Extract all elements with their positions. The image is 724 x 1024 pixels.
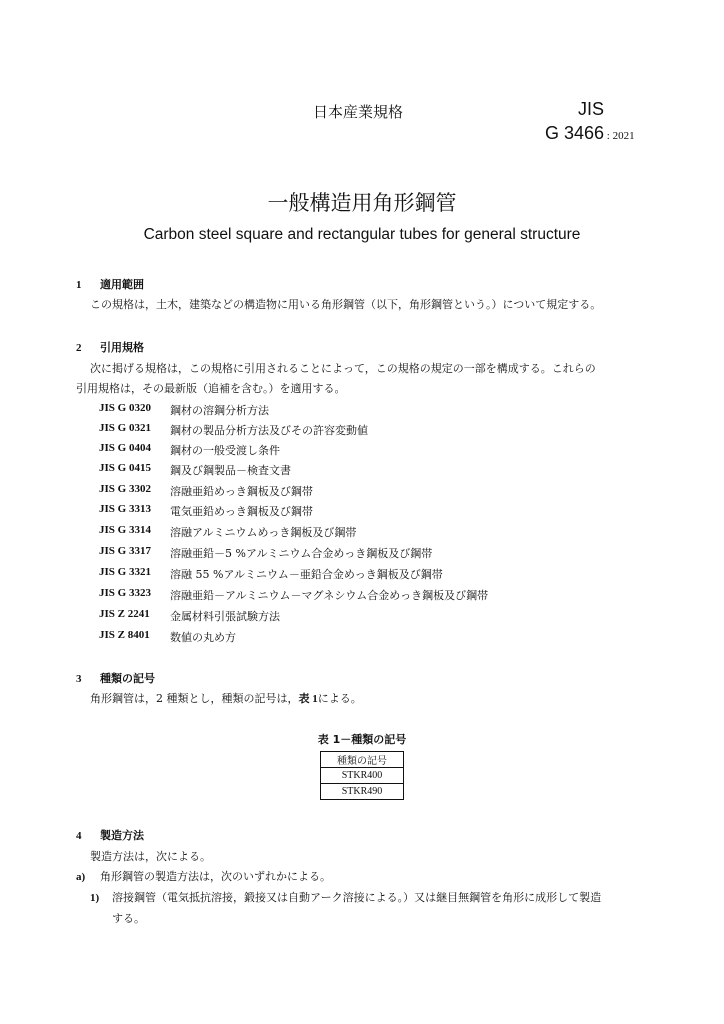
section-4-text: 製造方法は，次による。 bbox=[90, 850, 211, 863]
ref-name: 鋼材の一般受渡し条件 bbox=[170, 444, 280, 457]
section-2-text-line1: 次に掲げる規格は，この規格に引用されることによって，この規格の規定の一部を構成する。これらの bbox=[90, 362, 596, 375]
table-row bbox=[321, 752, 404, 768]
item-1-text-line1: 溶接鋼管（電気抵抗溶接，鍛接又は自動アーク溶接による。）又は継目無鋼管を角形に成形して製造 bbox=[112, 891, 602, 904]
table-reference: 表 1 bbox=[298, 693, 318, 705]
ref-code: JIS Z 2241 bbox=[99, 608, 150, 620]
ref-code: JIS Z 8401 bbox=[99, 629, 150, 641]
ref-name: 溶融亜鉛－アルミニウム－マグネシウム合金めっき鋼板及び鋼帯 bbox=[170, 589, 489, 602]
standard-year: : 2021 bbox=[604, 130, 635, 142]
section-title: 製造方法 bbox=[100, 829, 144, 842]
ref-name: 金属材料引張試験方法 bbox=[170, 610, 280, 623]
section-2-heading bbox=[76, 339, 144, 355]
item-1-label: 1) bbox=[90, 892, 100, 904]
ref-code: JIS G 3313 bbox=[99, 503, 151, 515]
ref-name: 溶融亜鉛－5 %アルミニウム合金めっき鋼板及び鋼帯 bbox=[170, 547, 433, 560]
section-3-text-b: による。 bbox=[317, 692, 362, 705]
section-title: 種類の記号 bbox=[100, 672, 155, 685]
ref-name: 溶融アルミニウムめっき鋼板及び鋼帯 bbox=[170, 526, 357, 539]
standard-code: G 3466 bbox=[545, 123, 605, 143]
section-4-heading bbox=[76, 827, 144, 843]
ref-code: JIS G 0404 bbox=[99, 442, 151, 454]
section-number: 4 bbox=[76, 830, 82, 842]
table-cell: STKR400 bbox=[321, 768, 404, 784]
section-number: 1 bbox=[76, 279, 82, 291]
type-symbol-table bbox=[320, 751, 404, 800]
section-number: 2 bbox=[76, 342, 82, 354]
table-caption: 表 1－種類の記号 bbox=[317, 733, 407, 746]
ref-name: 溶融亜鉛めっき鋼板及び鋼帯 bbox=[170, 485, 313, 498]
standard-number bbox=[545, 123, 635, 144]
table-header-cell: 種類の記号 bbox=[321, 752, 404, 768]
ref-code: JIS G 3314 bbox=[99, 524, 151, 536]
table-row bbox=[321, 768, 404, 784]
item-1-text-line2: する。 bbox=[112, 912, 145, 925]
ref-code: JIS G 0321 bbox=[99, 422, 151, 434]
ref-code: JIS G 0320 bbox=[99, 402, 151, 414]
title-japanese: 一般構造用角形鋼管 bbox=[267, 191, 457, 215]
section-1-heading bbox=[76, 276, 144, 292]
ref-code: JIS G 3317 bbox=[99, 545, 151, 557]
ref-name: 電気亜鉛めっき鋼板及び鋼帯 bbox=[170, 505, 313, 518]
ref-name: 数値の丸め方 bbox=[170, 631, 236, 644]
table-row bbox=[321, 784, 404, 800]
item-a-label: a) bbox=[76, 871, 86, 883]
section-3-text-a: 角形鋼管は，2 種類とし，種類の記号は， bbox=[90, 692, 299, 705]
ref-name: 溶融 55 %アルミニウム－亜鉛合金めっき鋼板及び鋼帯 bbox=[170, 568, 443, 581]
section-title: 適用範囲 bbox=[100, 278, 144, 291]
ref-code: JIS G 3321 bbox=[99, 566, 151, 578]
ref-code: JIS G 3302 bbox=[99, 483, 151, 495]
section-2-text-line2: 引用規格は，その最新版（追補を含む。）を適用する。 bbox=[76, 382, 346, 395]
section-3-text bbox=[90, 690, 362, 706]
ref-code: JIS G 3323 bbox=[99, 587, 151, 599]
section-3-heading bbox=[76, 670, 155, 686]
section-number: 3 bbox=[76, 673, 82, 685]
ref-name: 鋼材の製品分析方法及びその許容変動値 bbox=[170, 424, 368, 437]
jis-label: JIS bbox=[578, 99, 605, 119]
ref-name: 鋼及び鋼製品－検査文書 bbox=[170, 464, 291, 477]
ref-name: 鋼材の溶鋼分析方法 bbox=[170, 404, 269, 417]
standard-org-label: 日本産業規格 bbox=[313, 103, 404, 121]
table-cell: STKR490 bbox=[321, 784, 404, 800]
item-a-text: 角形鋼管の製造方法は，次のいずれかによる。 bbox=[100, 870, 331, 883]
title-english: Carbon steel square and rectangular tubes for general structure bbox=[143, 226, 581, 243]
section-title: 引用規格 bbox=[100, 341, 144, 354]
ref-code: JIS G 0415 bbox=[99, 462, 151, 474]
section-1-text: この規格は，土木，建築などの構造物に用いる角形鋼管（以下，角形鋼管という。）について規定する。 bbox=[90, 298, 602, 311]
item-a bbox=[76, 868, 331, 884]
item-1 bbox=[90, 889, 601, 905]
